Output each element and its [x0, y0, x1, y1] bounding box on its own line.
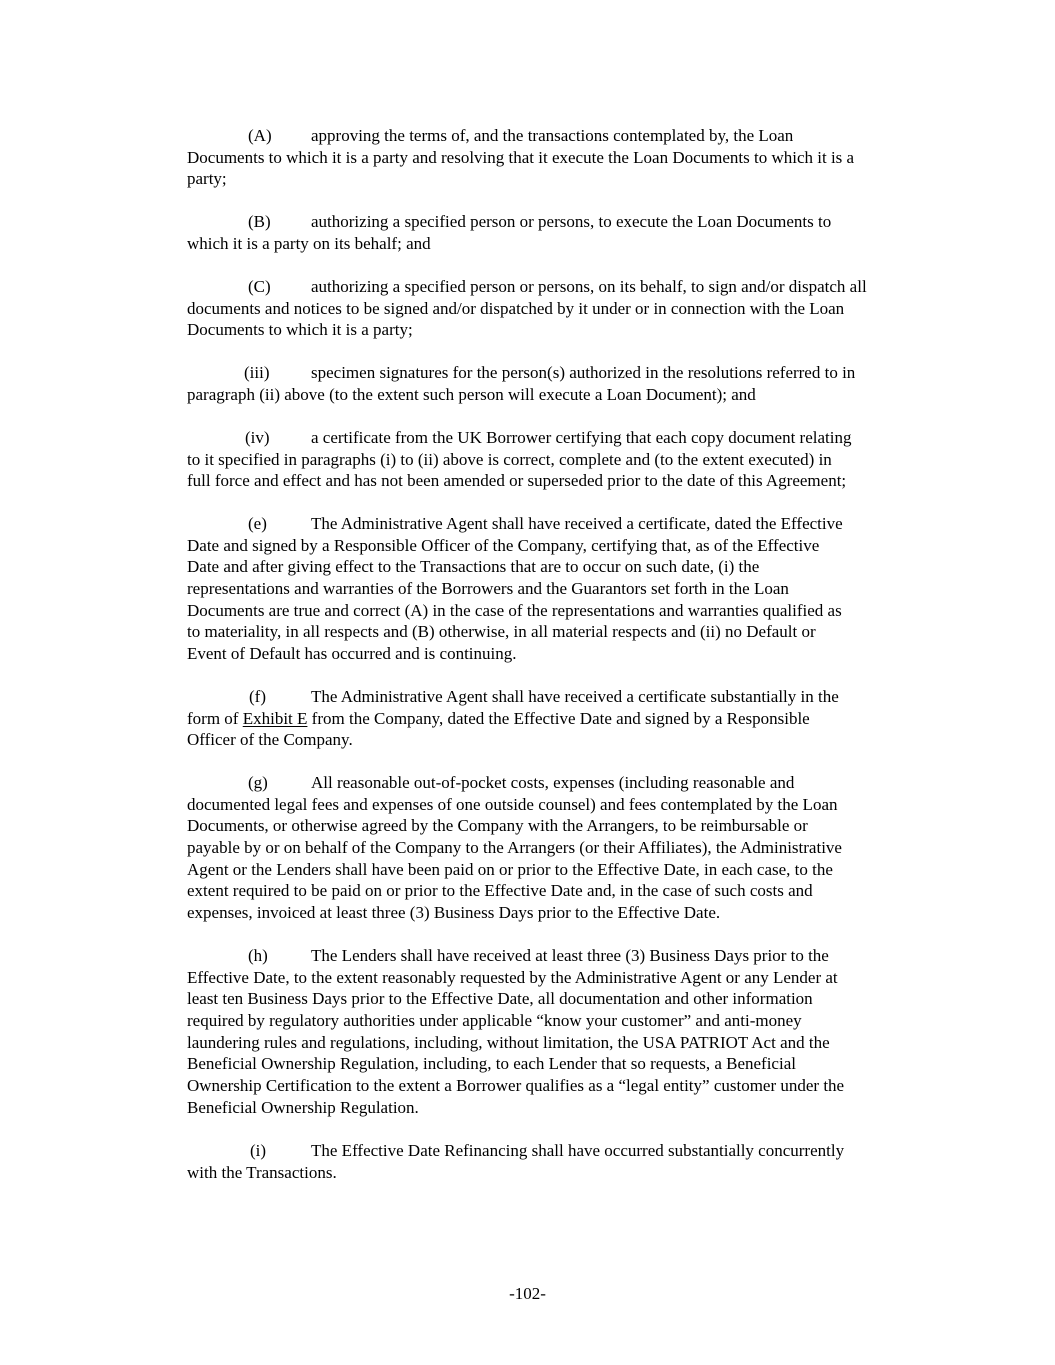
- paragraph-marker: (iii): [244, 363, 270, 382]
- paragraph-text: approving the terms of, and the transactions contemplated by, the Loan: [311, 126, 794, 145]
- paragraph-line: to materiality, in all respects and (B) otherwise, in all material respects and (ii) no Default or: [187, 622, 816, 642]
- paragraph-line: paragraph (ii) above (to the extent such person will execute a Loan Document); and: [187, 384, 756, 404]
- paragraph-line: Date and signed by a Responsible Officer of the Company, certifying that, as of the Effective: [187, 535, 820, 555]
- paragraph-line: Effective Date, to the extent reasonably requested by the Administrative Agent or any Lender at: [187, 967, 838, 987]
- exhibit-e-reference: Exhibit E: [242, 708, 308, 728]
- paragraph-line: party;: [187, 169, 227, 189]
- paragraph-text: The Effective Date Refinancing shall have occurred substantially concurrently: [311, 1141, 845, 1160]
- paragraph-line: Documents, or otherwise agreed by the Company with the Arrangers, to be reimbursable or: [187, 816, 808, 836]
- paragraph-first-line: [187, 211, 947, 233]
- paragraph-i: [187, 1140, 947, 1183]
- paragraph-line: Beneficial Ownership Regulation, including, to each Lender that so requests, a Beneficial: [187, 1054, 796, 1074]
- paragraph-h: [187, 945, 947, 1119]
- paragraph-line: Beneficial Ownership Regulation.: [187, 1097, 419, 1117]
- paragraph-text: The Lenders shall have received at least three (3) Business Days prior to the: [311, 946, 829, 965]
- paragraph-marker: (f): [249, 687, 266, 706]
- paragraph-line: payable by or on behalf of the Company to the Arrangers (or their Affiliates), the Administrative: [187, 838, 842, 858]
- paragraph-first-line: [187, 513, 947, 535]
- paragraph-first-line: [187, 427, 947, 449]
- paragraph-e: [187, 513, 947, 665]
- paragraph-line: least ten Business Days prior to the Effective Date, all documentation and other information: [187, 989, 813, 1009]
- paragraph-A: [187, 125, 947, 190]
- paragraph-first-line: [187, 276, 947, 298]
- paragraph-text: from the Company, dated the Effective Date and signed by a Responsible: [307, 708, 810, 728]
- paragraph-line: to it specified in paragraphs (i) to (ii) above is correct, complete and (to the extent executed) in: [187, 449, 832, 469]
- paragraph-marker: (C): [248, 277, 271, 296]
- paragraph-line: Officer of the Company.: [187, 730, 353, 750]
- paragraph-first-line: [187, 125, 947, 147]
- paragraph-marker: (iv): [245, 428, 270, 447]
- paragraph-iv: [187, 427, 947, 492]
- paragraph-f: [187, 686, 947, 751]
- paragraph-marker: (h): [248, 946, 268, 965]
- paragraph-marker: (i): [250, 1141, 267, 1160]
- paragraph-B: [187, 211, 947, 254]
- paragraph-line: extent required to be paid on or prior to the Effective Date and, in the case of such costs and: [187, 881, 813, 901]
- paragraph-line: which it is a party on its behalf; and: [187, 233, 431, 253]
- paragraph-line: Agent or the Lenders shall have been paid on or prior to the Effective Date, in each case, to the: [187, 859, 833, 879]
- paragraph-marker: (B): [248, 212, 271, 231]
- paragraph-text: specimen signatures for the person(s) authorized in the resolutions referred to in: [311, 363, 856, 382]
- paragraph-iii: [187, 362, 947, 405]
- paragraph-text: a certificate from the UK Borrower certifying that each copy document relating: [311, 428, 852, 447]
- paragraph-first-line: [187, 772, 947, 794]
- paragraph-line: [187, 708, 947, 730]
- paragraph-line: laundering rules and regulations, including, without limitation, the USA PATRIOT Act and the: [187, 1032, 830, 1052]
- paragraph-first-line: [187, 362, 947, 384]
- paragraph-line: Documents to which it is a party and resolving that it execute the Loan Documents to which it is a: [187, 147, 855, 167]
- paragraph-text: form of: [187, 708, 243, 728]
- paragraph-line: with the Transactions.: [187, 1162, 337, 1182]
- paragraph-text: All reasonable out-of-pocket costs, expenses (including reasonable and: [311, 773, 795, 792]
- paragraph-text: authorizing a specified person or persons, on its behalf, to sign and/or dispatch all: [311, 277, 867, 296]
- paragraph-line: Event of Default has occurred and is continuing.: [187, 644, 517, 664]
- paragraph-line: Documents to which it is a party;: [187, 320, 413, 340]
- paragraph-line: documents and notices to be signed and/or dispatched by it under or in connection with the Loan: [187, 298, 845, 318]
- page-number: -102-: [509, 1284, 546, 1303]
- paragraph-line: full force and effect and has not been amended or superseded prior to the date of this Agreement;: [187, 471, 847, 491]
- paragraph-marker: (A): [248, 126, 272, 145]
- paragraph-line: Date and after giving effect to the Transactions that are to occur on such date, (i) the: [187, 557, 760, 577]
- paragraph-C: [187, 276, 947, 341]
- paragraph-text: The Administrative Agent shall have received a certificate substantially in the: [311, 687, 839, 706]
- paragraph-first-line: [187, 686, 947, 708]
- paragraph-first-line: [187, 945, 947, 967]
- paragraph-line: representations and warranties of the Borrowers and the Guarantors set forth in the Loan: [187, 579, 789, 599]
- paragraph-line: expenses, invoiced at least three (3) Business Days prior to the Effective Date.: [187, 903, 721, 923]
- paragraph-marker: (e): [248, 514, 267, 533]
- paragraph-line: Documents are true and correct (A) in the case of the representations and warranties qualified as: [187, 600, 842, 620]
- paragraph-first-line: [187, 1140, 947, 1162]
- paragraph-marker: (g): [248, 773, 268, 792]
- paragraph-line: documented legal fees and expenses of one outside counsel) and fees contemplated by the Loan: [187, 794, 838, 814]
- paragraph-line: Ownership Certification to the extent a Borrower qualifies as a “legal entity” customer under the: [187, 1076, 845, 1096]
- paragraph-text: The Administrative Agent shall have received a certificate, dated the Effective: [311, 514, 843, 533]
- paragraph-line: required by regulatory authorities under applicable “know your customer” and anti-money: [187, 1011, 802, 1031]
- paragraph-text: authorizing a specified person or persons, to execute the Loan Documents to: [311, 212, 832, 231]
- paragraph-g: [187, 772, 947, 924]
